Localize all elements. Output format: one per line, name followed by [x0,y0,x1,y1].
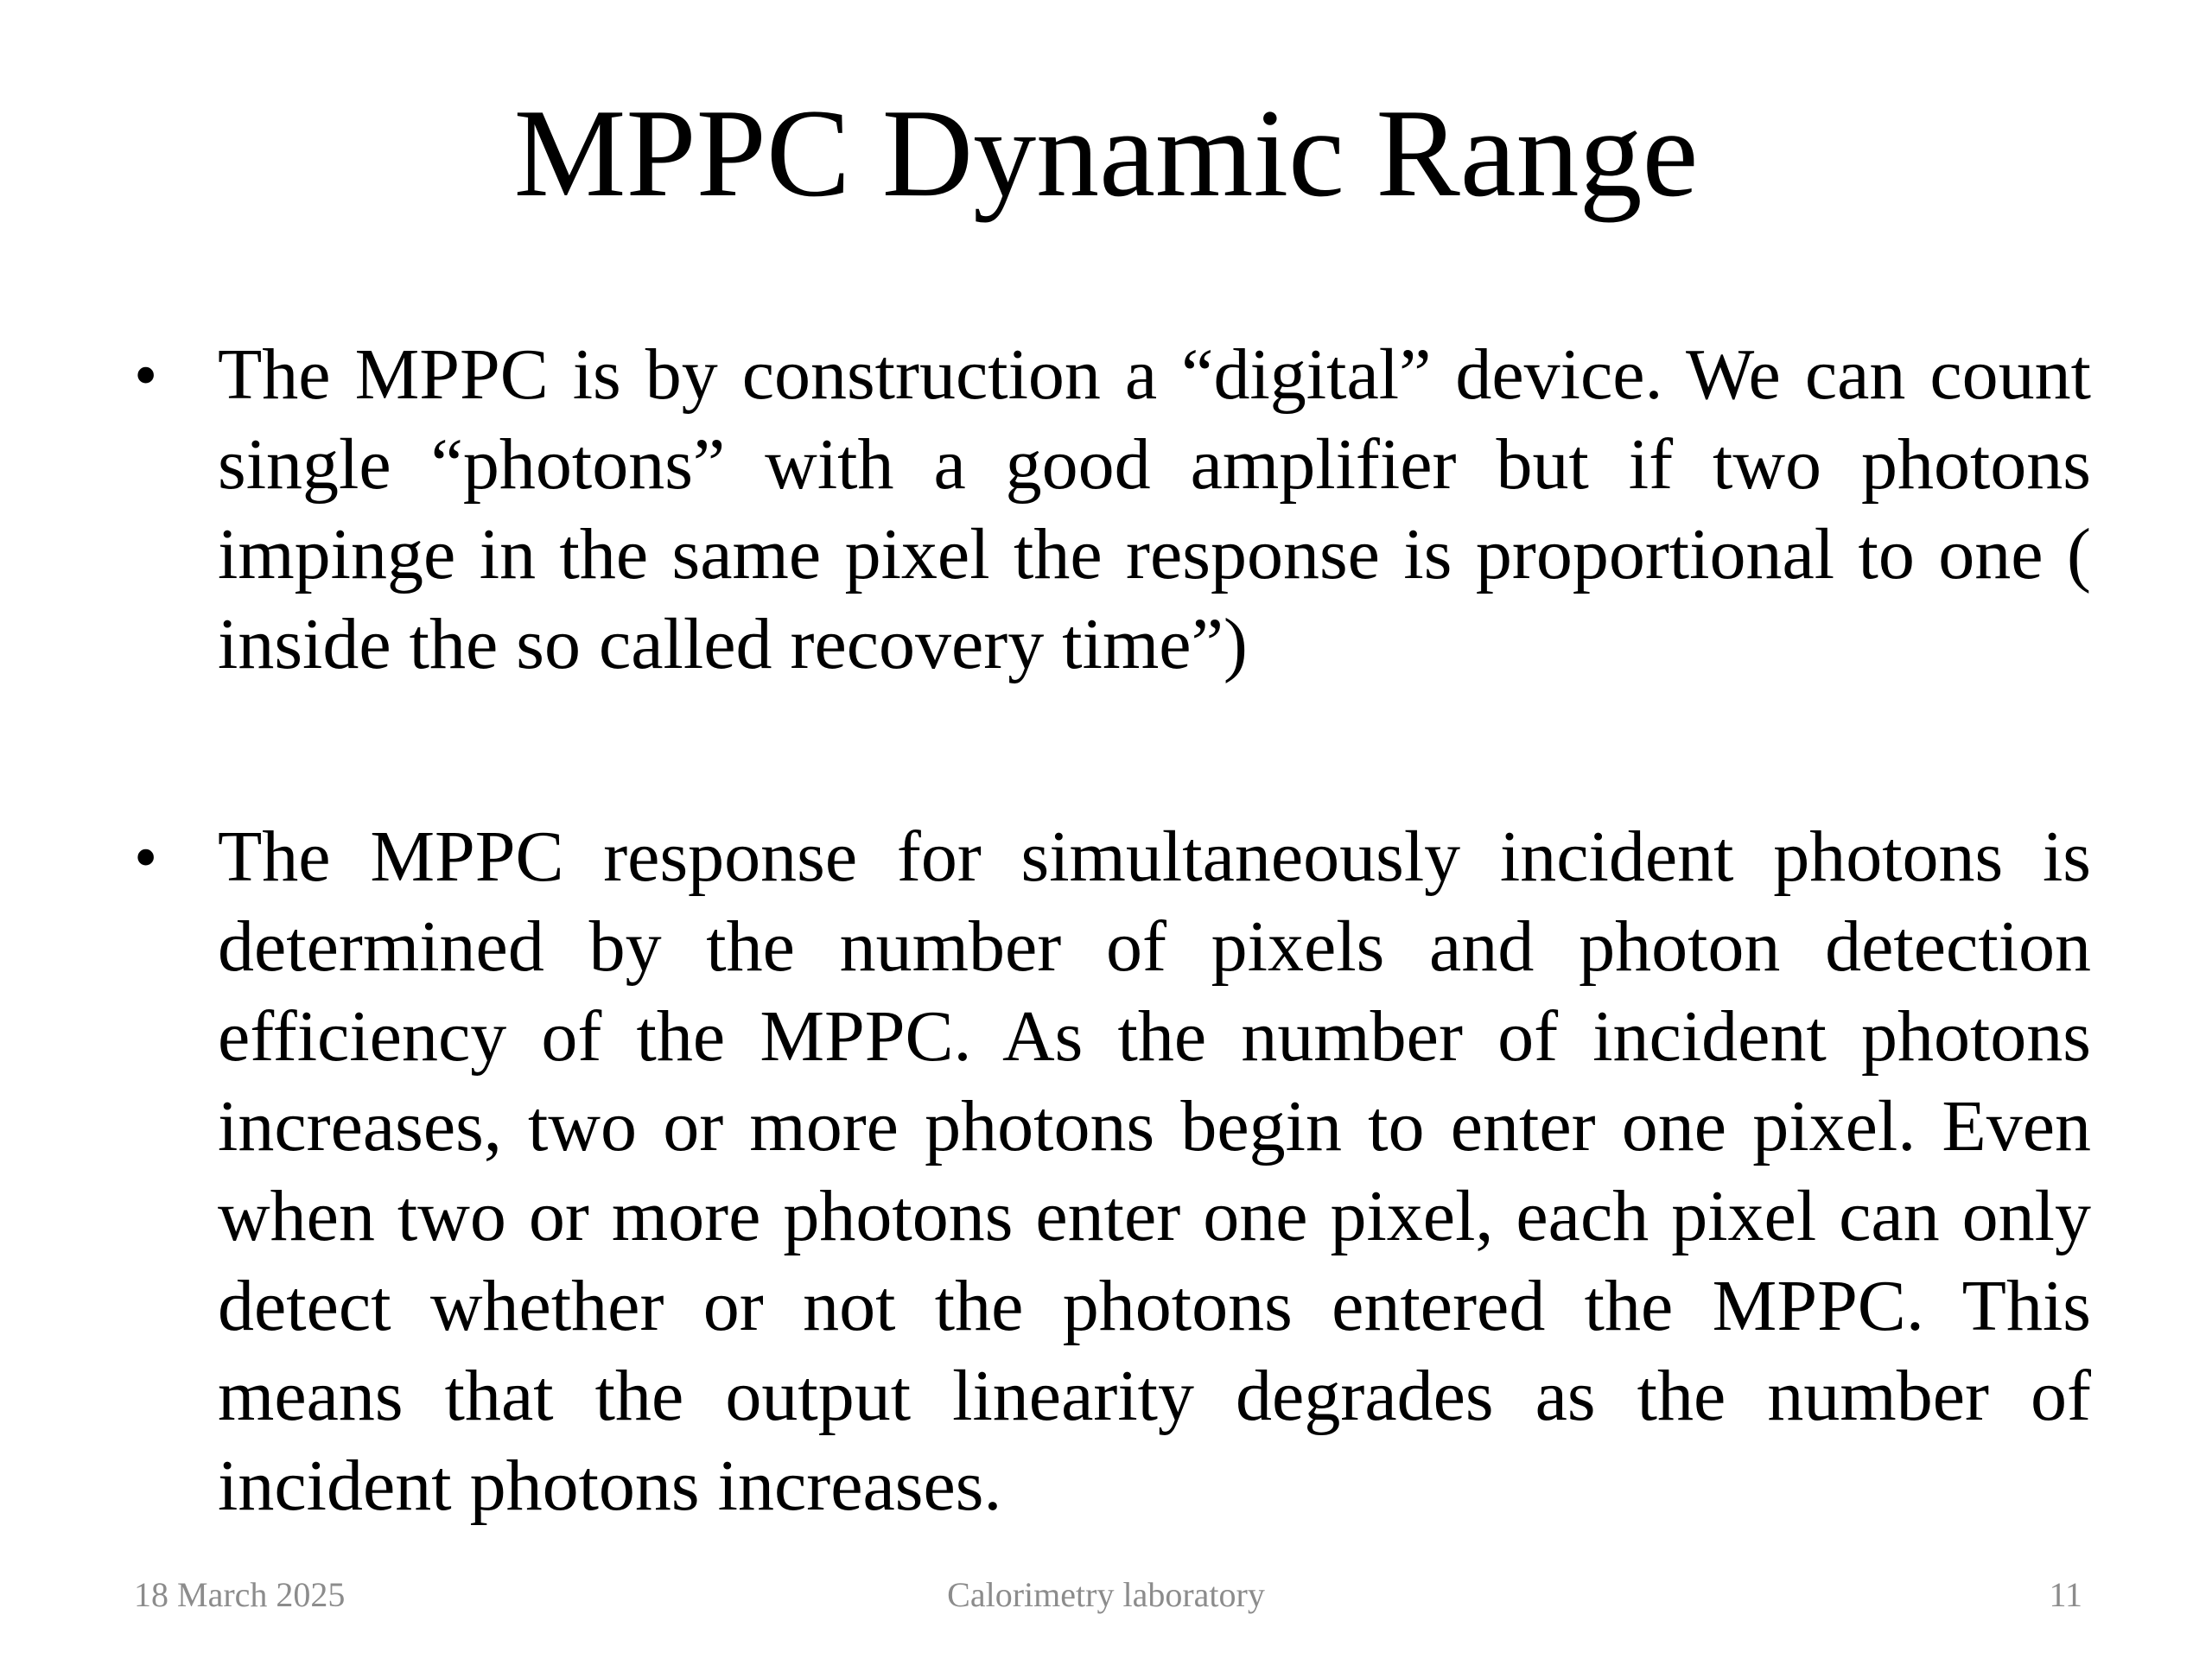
footer-date: 18 March 2025 [134,1575,346,1614]
bullet-text: The MPPC is by construction a “digital” device. We can count single “photons” with a good amplifier but if two photons impinge in the same pixel the response is proportional to one ( inside the so called recovery time”) [218,334,2091,684]
bullet-list [134,330,2091,1531]
page-number: 11 [2049,1575,2082,1614]
slide-title: MPPC Dynamic Range [513,83,1699,223]
bullet-icon: • [134,819,158,894]
footer-title: Calorimetry laboratory [947,1575,1265,1614]
bullet-text: The MPPC response for simultaneously incident photons is determined by the number of pixels and photon detection efficiency of the MPPC. As the number of incident photons increases, two or more photons begin to enter one pixel. Even when two or more photons enter one pixel, each pixel can only detect whether or not the photons entered the MPPC. This means that the output linearity degrades as the number of incident photons increases. [218,817,2091,1526]
bullet-item [134,330,2091,690]
bullet-item [134,812,2091,1531]
bullet-icon: • [134,337,158,412]
